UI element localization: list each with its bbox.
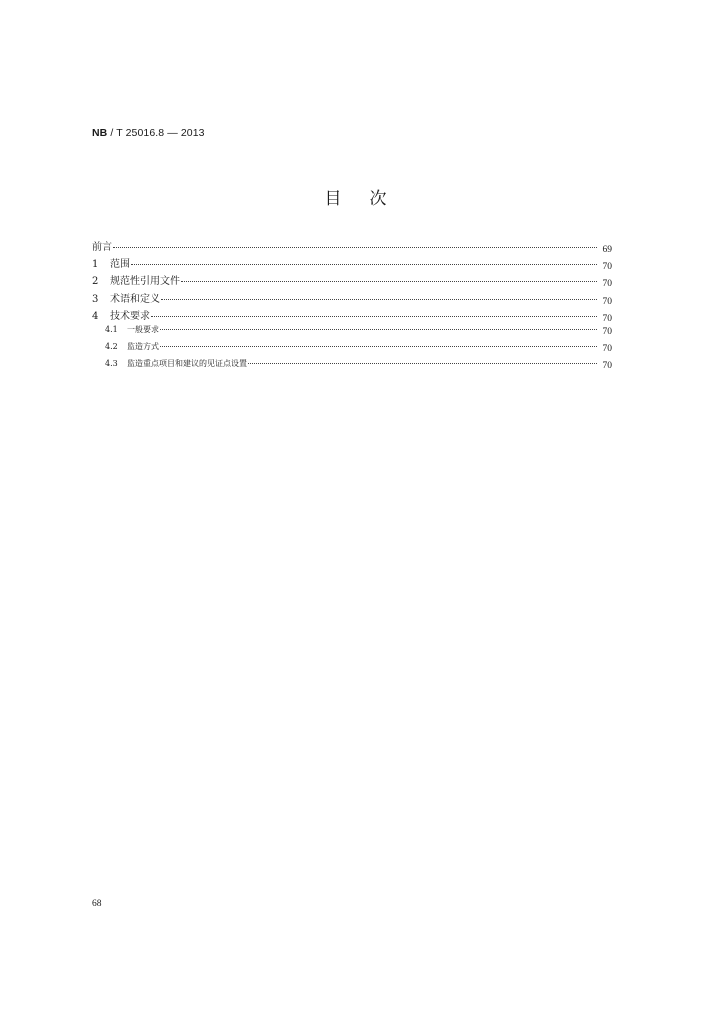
toc-leader-dots bbox=[181, 281, 597, 282]
toc-entry-title: 一般要求 bbox=[127, 324, 159, 334]
standard-code bbox=[92, 127, 205, 139]
toc-entry-title: 技术要求 bbox=[110, 310, 150, 322]
toc-leader-dots bbox=[248, 363, 597, 364]
toc-leader-dots bbox=[161, 299, 597, 300]
toc-entry-page: 70 bbox=[602, 279, 612, 290]
toc-entry-title: 范围 bbox=[110, 259, 130, 271]
standard-code-number: / T 25016.8 — 2013 bbox=[107, 127, 205, 139]
toc-entry-number: 4.3 bbox=[105, 359, 118, 369]
toc-entry-page: 70 bbox=[602, 313, 612, 324]
toc-entry-title: 前言 bbox=[92, 242, 112, 253]
toc-entry-page: 70 bbox=[602, 361, 612, 372]
toc-entry[interactable] bbox=[92, 358, 612, 375]
toc-leader-dots bbox=[160, 346, 597, 347]
toc-entry-number: 4 bbox=[92, 310, 99, 322]
toc-entry[interactable] bbox=[92, 324, 612, 341]
toc-entry-number: 4.1 bbox=[105, 324, 118, 334]
toc-entry-title: 术语和定义 bbox=[110, 293, 160, 305]
toc-entry-page: 70 bbox=[602, 296, 612, 307]
toc-entry-number: 2 bbox=[92, 276, 99, 288]
toc-entry-number: 1 bbox=[92, 259, 99, 271]
toc-leader-dots bbox=[160, 329, 597, 330]
toc-title: 目次 bbox=[324, 189, 415, 209]
toc-entry[interactable] bbox=[92, 255, 612, 272]
toc-entry[interactable] bbox=[92, 341, 612, 358]
toc-entry-number: 3 bbox=[92, 293, 99, 305]
standard-code-prefix: NB bbox=[92, 127, 108, 139]
toc-entry-title: 规范性引用文件 bbox=[110, 276, 180, 288]
toc-entry[interactable] bbox=[92, 290, 612, 307]
toc-entry-title: 监造方式 bbox=[127, 342, 159, 352]
toc-entry[interactable] bbox=[92, 307, 612, 324]
toc-entry-title: 监造重点项目和建议的见证点设置 bbox=[127, 359, 247, 369]
toc-entry[interactable] bbox=[92, 238, 612, 255]
toc-entry[interactable] bbox=[92, 272, 612, 289]
toc-entry-page: 69 bbox=[602, 245, 612, 255]
toc-leader-dots bbox=[131, 264, 597, 265]
toc-entry-page: 70 bbox=[602, 326, 612, 337]
page-number: 68 bbox=[92, 899, 102, 909]
toc-entry-page: 70 bbox=[602, 262, 612, 273]
toc-leader-dots bbox=[113, 247, 597, 248]
toc-leader-dots bbox=[151, 316, 597, 317]
toc-entry-number: 4.2 bbox=[105, 342, 118, 352]
table-of-contents bbox=[92, 238, 612, 376]
toc-entry-page: 70 bbox=[602, 344, 612, 355]
